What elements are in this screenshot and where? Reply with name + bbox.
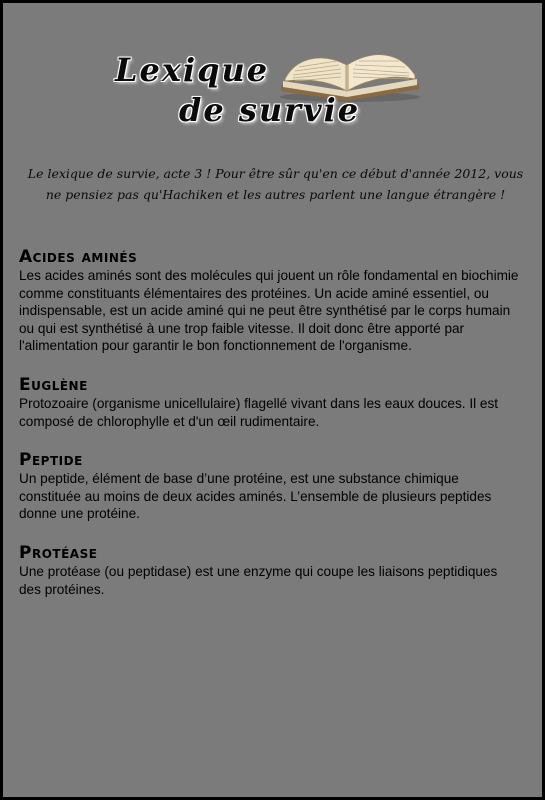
- entry-term: Acides aminés: [19, 247, 138, 267]
- glossary-entry: [19, 543, 519, 598]
- entry-term: Peptide: [19, 450, 83, 471]
- entry-term: Protéase: [19, 542, 98, 563]
- glossary-list: [19, 247, 519, 618]
- entry-term: Euglène: [19, 374, 88, 395]
- intro-text: Le lexique de survie, acte 3 ! Pour être sûr qu'en ce début d'année 2012, vous ne pensiez pas qu'Hachiken et les autres parlent une langue étrangère !: [27, 166, 524, 202]
- entry-definition: Protozoaire (organisme unicellulaire) flagellé vivant dans les eaux douces. Il est composé de chlorophylle et d'un œil rudimentaire.: [19, 395, 499, 429]
- entry-definition: Une protéase (ou peptidase) est une enzyme qui coupe les liaisons peptidiques des protéines.: [19, 563, 498, 597]
- glossary-entry: [19, 375, 519, 430]
- entry-definition: Un peptide, élément de base d’une protéine, est une substance chimique constituée au moins de deux acides aminés. L’ensemble de plusieurs peptides donne une protéine.: [19, 471, 492, 522]
- title-line-2: de survie: [179, 91, 361, 129]
- title-line-1: Lexique: [115, 51, 270, 89]
- entry-definition: Les acides aminés sont des molécules qui jouent un rôle fondamental en biochimie comme constituants élémentaires des protéines. Un acide aminé essentiel, ou indispensable, est un acide aminé qui ne peut être synthétisé par le corps humain ou qui est synthétisé à une trop faible vitesse. Il doit donc être apporté par l'alimentation pour garantir le bon fonctionnement de l'organisme.: [19, 268, 519, 354]
- glossary-entry: [19, 450, 519, 523]
- glossary-entry: [19, 247, 519, 355]
- page-panel: [3, 3, 542, 797]
